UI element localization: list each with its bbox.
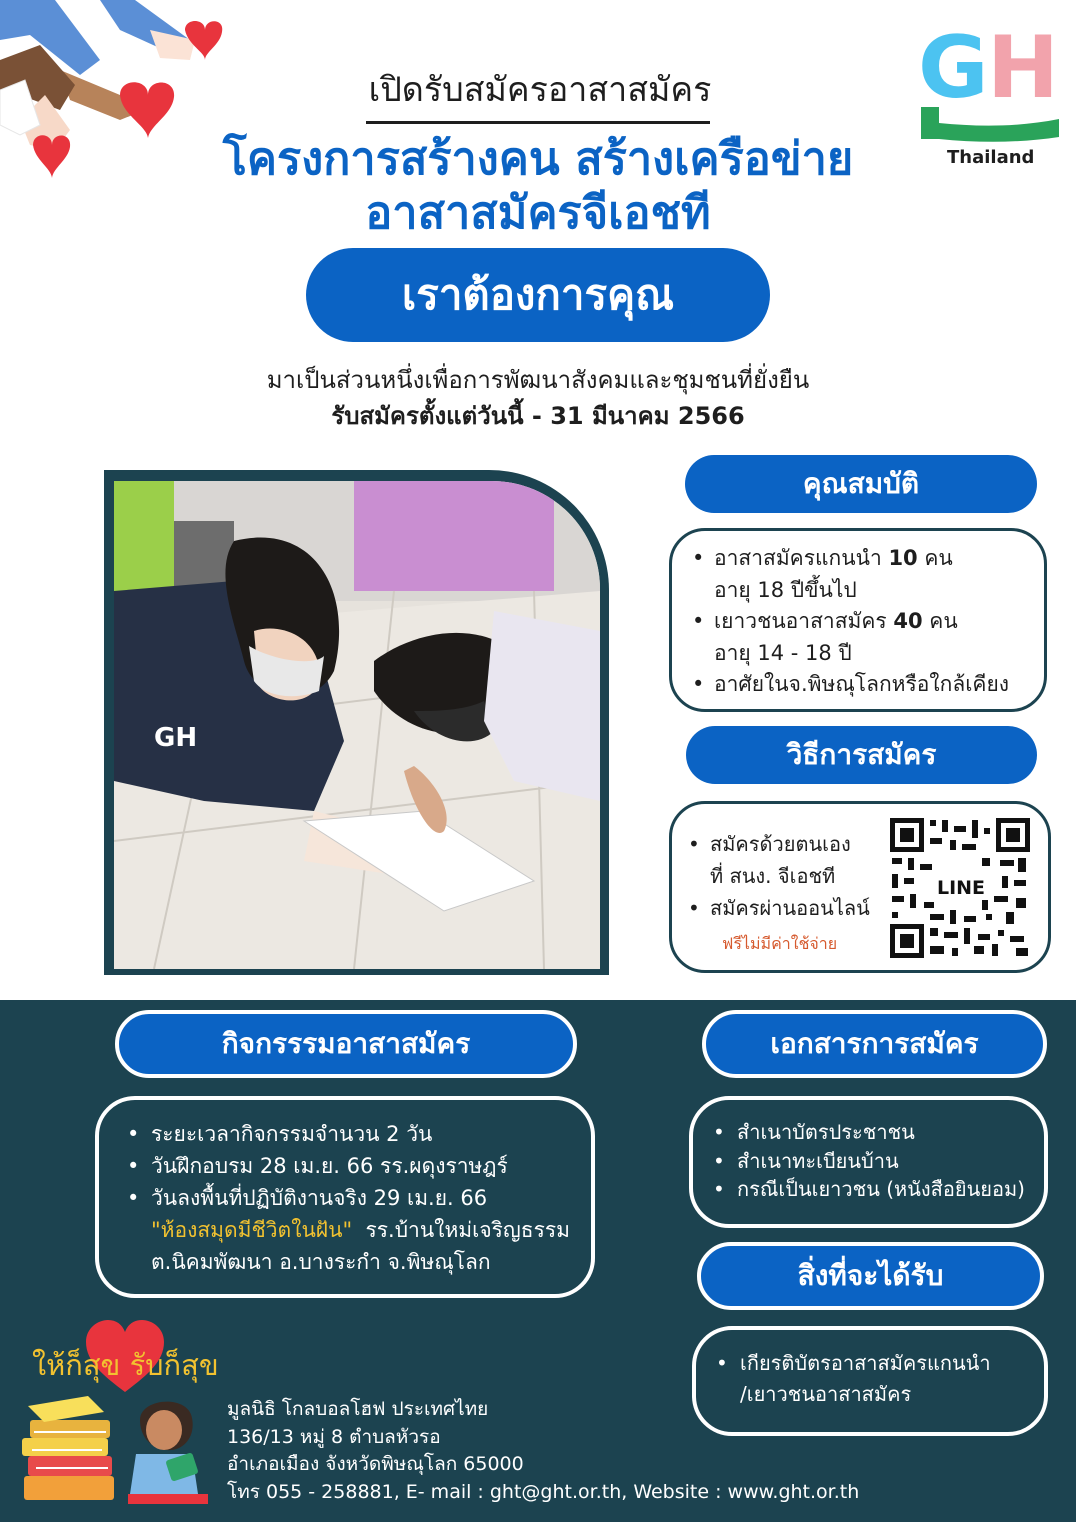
address-line2: อำเภอเมือง จังหวัดพิษณุโลก 65000: [227, 1453, 524, 1475]
apply-method-heading: วิธีการสมัคร: [686, 726, 1037, 784]
benefit-item: • เกียรติบัตรอาสาสมัครแกนนำ: [712, 1348, 1048, 1379]
qualification-item: อายุ 14 - 18 ปี: [714, 640, 852, 665]
project-title: [130, 132, 946, 240]
activity-item: • วันฝึกอบรม 28 เม.ย. 66 รร.ผดุงราษฎร์: [123, 1150, 593, 1182]
logo-country: Thailand: [947, 147, 1035, 168]
qualification-item: • อาสาสมัครแกนนำ 10 คน: [690, 543, 1040, 575]
documents-heading: เอกสารการสมัคร: [702, 1010, 1047, 1078]
apply-item: • สมัครผ่านออนไลน์: [686, 892, 896, 924]
volunteers-photo: [114, 481, 600, 969]
title-divider: [366, 121, 710, 124]
address-line1: 136/13 หมู่ 8 ตำบลหัวรอ: [227, 1425, 441, 1448]
activity-venue: [123, 1214, 593, 1246]
subtitle: มาเป็นส่วนหนึ่งเพื่อการพัฒนาสังคมและชุมชนที่ยั่งยืน: [266, 366, 810, 394]
qualification-item: • เยาวชนอาสาสมัคร 40 คน: [690, 606, 1040, 638]
benefit-item-cont: /เยาวชนอาสาสมัคร: [740, 1382, 912, 1406]
benefits-heading: สิ่งที่จะได้รับ: [697, 1242, 1044, 1310]
shirt-logo: GH: [154, 723, 198, 753]
qualifications-heading: คุณสมบัติ: [685, 455, 1037, 513]
document-item: • กรณีเป็นเยาวชน (หนังสือยินยอม): [709, 1175, 1049, 1204]
library-highlight: "ห้องสมุดมีชีวิตในฝัน": [151, 1218, 353, 1242]
qualification-item: อายุ 18 ปีขึ้นไป: [714, 577, 857, 602]
we-need-you-pill: เราต้องการคุณ: [306, 248, 770, 342]
reading-child-icon: [118, 1390, 218, 1508]
activities-heading: กิจกรรรมอาสาสมัคร: [115, 1010, 577, 1078]
footer-address: [227, 1396, 859, 1506]
document-item: • สำเนาบัตรประชาชน: [709, 1118, 1049, 1147]
project-title-line1: โครงการสร้างคน สร้างเครือข่าย: [222, 132, 854, 185]
line-qr-code-icon[interactable]: [890, 818, 1030, 958]
books-icon: [18, 1392, 118, 1504]
deadline: รับสมัครตั้งแต่วันนี้ - 31 มีนาคม 2566: [331, 402, 745, 430]
apply-method-box: [669, 801, 1051, 973]
qr-line-label: LINE: [936, 877, 986, 899]
qualifications-box: [669, 528, 1047, 712]
activity-item: • วันลงพื้นที่ปฏิบัติงานจริง 29 เม.ย. 66: [123, 1182, 593, 1214]
free-note: ฟรีไม่มีค่าใช้จ่าย: [722, 934, 838, 953]
qualification-item: • อาศัยในจ.พิษณุโลกหรือใกล้เคียง: [690, 669, 1040, 701]
logo-letter-h: H: [987, 18, 1059, 118]
org-name: มูลนิธิ โกลบอลโฮฟ ประเทศไทย: [227, 1398, 489, 1420]
documents-box: [689, 1096, 1048, 1228]
school-name: รร.บ้านใหม่เจริญธรรม: [365, 1218, 571, 1242]
project-title-line2: อาสาสมัครจีเอชที: [365, 186, 711, 239]
slogan: ให้ก็สุข รับก็สุข: [32, 1348, 219, 1382]
activity-item: • ระยะเวลากิจกรรมจำนวน 2 วัน: [123, 1118, 593, 1150]
logo-letter-g: G: [918, 18, 983, 118]
open-recruitment-title: เปิดรับสมัครอาสาสมัคร: [368, 70, 712, 110]
activities-box: [95, 1096, 595, 1298]
activity-location: ต.นิคมพัฒนา อ.บางระกำ จ.พิษณุโลก: [151, 1250, 491, 1274]
apply-item: ที่ สนง. จีเอชที: [710, 864, 836, 888]
document-item: • สำเนาทะเบียนบ้าน: [709, 1147, 1049, 1176]
apply-item: • สมัครด้วยตนเอง: [686, 828, 896, 860]
contact-line: โทร 055 - 258881, E- mail : ght@ght.or.th, Website : www.ght.or.th: [227, 1480, 860, 1503]
